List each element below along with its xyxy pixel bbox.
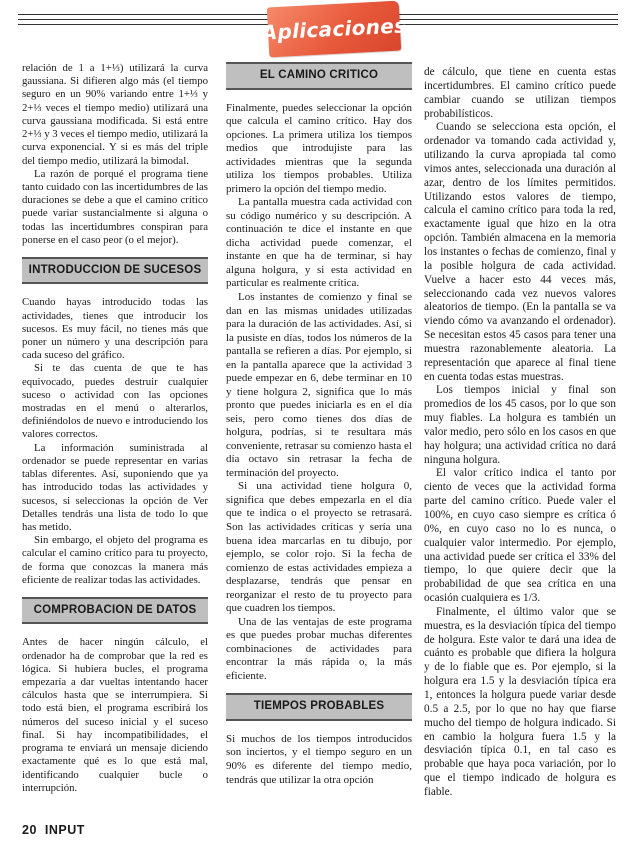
paragraph: Si muchos de los tiempos introducidos son inciertos, y el tiempo seguro en un 90% es diferente del tiempo medio, tendrás que utilizar la otra opción xyxy=(226,732,412,786)
column-1 xyxy=(22,62,208,795)
paragraph: Cuando hayas introducido todas las actividades, tienes que introducir los sucesos. Es muy fácil, no tienes más que poner un número y una descripción para cada suceso del gráfico. xyxy=(22,296,208,362)
paragraph: Los tiempos inicial y final son promedios de los 45 casos, por lo que son muy fiables. La holgura es también un valor medio, pero sólo en los casos en que hay holgura; una actividad crítica no dará ninguna holgura. xyxy=(424,384,616,466)
section-heading: EL CAMINO CRITICO xyxy=(226,62,412,90)
paragraph: Los instantes de comienzo y final se dan en las mismas unidades utilizadas para la duración de las actividades. Así, si la pusiste en días, todos los números de la pantalla se refieren a días. Por ejemplo, si en la pantalla aparece que la actividad 3 puede empezar en 6, debe terminar en 10 y tiene holgura 2, significa que lo más pronto que puedes iniciarla es en el día seis, pero como tienes dos días de holgura, podrías, si te resultara más conveniente, retrasar su comienzo hasta el día octavo sin retrasar la fecha de terminación del proyecto. xyxy=(226,290,412,479)
paragraph: de cálculo, que tiene en cuenta estas incertidumbres. El camino crítico puede cambiar cuando se utilizan tiempos probabilísticos. xyxy=(424,66,616,120)
paragraph: Finalmente, puedes seleccionar la opción que calcula el camino crítico. Hay dos opciones. La primera utiliza los tiempos medios que introdujiste para las actividades mientras que la segunda utiliza los tiempos probables. Utiliza primero la opción del tiempo medio. xyxy=(226,101,412,195)
section-badge-label: Aplicaciones xyxy=(261,13,407,45)
section-badge xyxy=(261,1,407,58)
paragraph: Una de las ventajas de este programa es que puedes probar muchas diferentes combinaciones de actividades para encontrar la más rápida o, la más eficiente. xyxy=(226,615,412,682)
paragraph: Finalmente, el último valor que se muestra, es la desviación típica del tiempo de holgura. Este valor te dará una idea de cuánto es probable que difiera la holgura y de lo fiable que es. Por ejemplo, si la holgura era 1.5 y la desviación típica era 1, entonces la holgura puede variar desde 0.5 a 2.5, por lo que no hay que fiarse mucho del tiempo de holgura indicado. Si en cambio la holgura fuera 1.5 y la desviación típica 0.1, en tal caso es probable que haya poca variación, por lo que el tiempo indicado de holgura es fiable. xyxy=(424,605,616,798)
paragraph: relación de 1 a 1+⅓) utilizará la curva gaussiana. Si difieren algo más (el tiempo seguro en un 90% variando entre 1+⅓ y 2+⅓ veces el tiempo medio) utilizará una curva gaussiana modificada. Si está entre 2+⅓ y 3 veces el tiempo medio, utilizará la curva exponencial. Y si es más del triple del tiempo medio, utilizará la bimodal. xyxy=(22,62,208,167)
paragraph: Cuando se selecciona esta opción, el ordenador va tomando cada actividad y, utilizando la curva apropiada tal como vimos antes, seleccionada una duración al azar, dentro de los límites permitidos. Utilizando estos valores de tiempo, calcula el camino crítico para toda la red, exactamente igual que hizo en la otra opción. También almacena en la memoria los instantes o fechas de comienzo, final y la posible holgura de cada actividad. Vuelve a hacer esto 44 veces más, seleccionando cada vez nuevos valores aleatorios de tiempo. (En la pantalla se va viendo cómo va avanzando el ordenador). Se necesitan estos 45 casos para tener una muestra razonablemente aleatoria. La representación que aparece al final tiene en cuenta todas estas muestras. xyxy=(424,121,616,383)
section-heading: TIEMPOS PROBABLES xyxy=(226,693,412,721)
section-heading: COMPROBACION DE DATOS xyxy=(22,597,208,624)
paragraph: La información suministrada al ordenador se puede representar en varias tablas diferentes. Así, suponiendo que ya has introducido todas las actividades y sucesos, si seleccionas la opción de Ver Detalles tendrás una lista de todo lo que has metido. xyxy=(22,441,208,533)
paragraph: La pantalla muestra cada actividad con su código numérico y su descripción. A continuación te dice el instante en que dicha actividad puede comenzar, el instante en que ha de terminar, si hay alguna holgura, y si esta actividad en particular es realmente crítica. xyxy=(226,196,412,290)
paragraph: El valor crítico indica el tanto por ciento de veces que la actividad forma parte del camino crítico. Puede valer el 100%, en cuyo caso siempre es crítica ó 0%, en cuyo caso no lo es nunca, o cualquier valor intermedio. Por ejemplo, una actividad puede ser crítica el 33% del tiempo, lo que quiere decir que la probabilidad de que sea crítica en una ocasión cualquiera es 1/3. xyxy=(424,467,616,605)
section-heading: INTRODUCCION DE SUCESOS xyxy=(22,257,208,284)
column-3 xyxy=(424,66,616,800)
column-2 xyxy=(226,62,412,787)
paragraph: La razón de porqué el programa tiene tanto cuidado con las incertidumbres de las duraciones se debe a que el camino crítico puede variar sustancialmente si alguna o todas las incertidumbres conspiran para ponerse en el caso peor (o el mejor). xyxy=(22,167,208,246)
paragraph: Antes de hacer ningún cálculo, el ordenador ha de comprobar que la red es lógica. Si hubiera bucles, el programa empezaría a dar vueltas intentando hacer cálculos hasta que se interrumpiera. Si todo está bien, el programa escribirá los números del suceso inicial y el suceso final. Si hay incompatibilidades, el programa te enviará un mensaje diciendo exactamente qué es lo que está mal, identificando cualquier bucle o interrupción. xyxy=(22,636,208,794)
paragraph: Si una actividad tiene holgura 0, significa que debes empezarla en el día que te indica o el proyecto se retrasará. Son las actividades críticas y sería una buena idea marcarlas en tu dibujo, por ejemplo, se color rojo. Si la fecha de comienzo de estas actividades empieza a desplazarse, tendrás que pensar en reorganizar el resto de tu proyecto para que cuadren los tiempos. xyxy=(226,480,412,615)
paragraph: Si te das cuenta de que te has equivocado, puedes destruir cualquier suceso o actividad con las opciones mostradas en el menú o alterarlos, definiéndolos de nuevo e introduciendo los valores correctos. xyxy=(22,362,208,441)
paragraph: Sin embargo, el objeto del programa es calcular el camino crítico para tu proyecto, de forma que conozcas la manera más eficiente de realizar todas las actividades. xyxy=(22,534,208,586)
magazine-name: INPUT xyxy=(44,823,85,837)
page-footer xyxy=(22,823,85,837)
page-number: 20 xyxy=(22,823,37,837)
